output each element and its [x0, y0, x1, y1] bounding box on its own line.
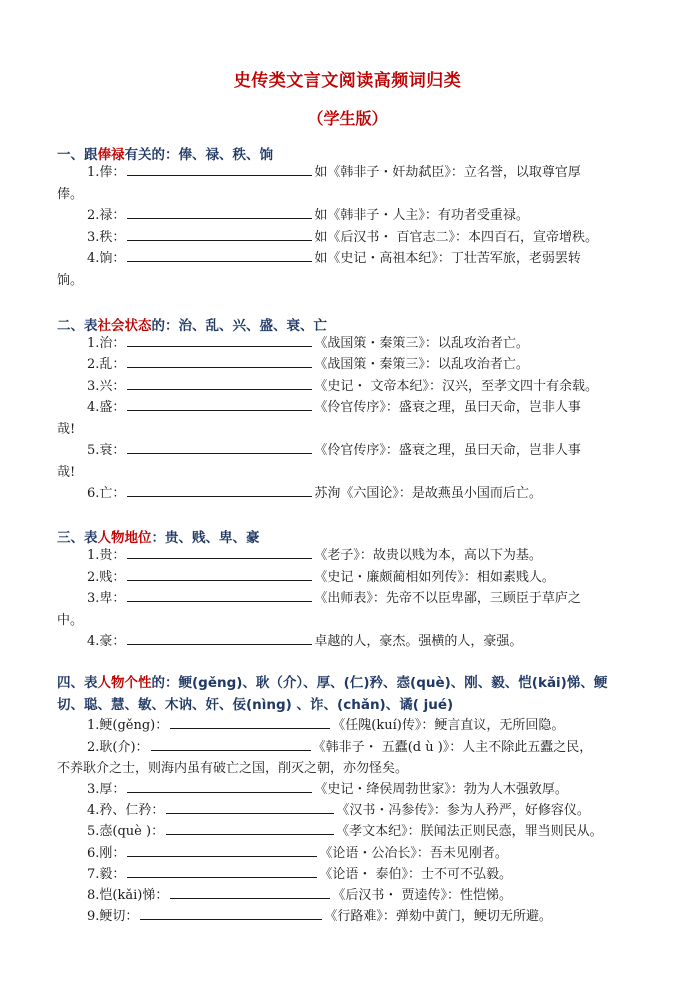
answer-blank[interactable] [127, 631, 312, 645]
list-item: 1.鲠(gěng)： 《任隗(kuí)传》：鲠言直议，无所回隐。 [57, 715, 632, 737]
answer-blank[interactable] [127, 205, 312, 219]
list-item: 3.兴： 《史记・ 文帝本纪》：汉兴，至孝文四十有余载。 [57, 376, 632, 398]
answer-blank[interactable] [127, 779, 312, 793]
list-item: 5.悫(què )： 《孝文本纪》：朕闻法正则民悫，罪当则民从。 [57, 821, 632, 843]
answer-blank[interactable] [127, 843, 317, 857]
list-item: 2.禄： 如《韩非子・人主》：有功者受重禄。 [57, 205, 632, 227]
list-item: 2.贱： 《史记・廉颇蔺相如列传》：相如素贱人。 [57, 567, 632, 589]
list-item: 3.卑： 《出师表》：先帝不以臣卑鄙，三顾臣于草庐之 [57, 588, 632, 610]
list-item: 9.鲠切： 《行路难》：弹劾中黄门，鲠切无所避。 [57, 906, 632, 928]
answer-blank[interactable] [127, 440, 312, 454]
answer-blank[interactable] [127, 162, 312, 176]
answer-blank[interactable] [127, 567, 312, 581]
list-item: 8.恺(kǎi)悌： 《后汉书・ 贾逵传》：性恺悌。 [57, 885, 632, 907]
list-item: 5.衰： 《伶官传序》：盛衰之理，虽曰天命，岂非人事 [57, 440, 632, 462]
answer-blank[interactable] [166, 800, 334, 814]
list-item: 2.乱： 《战国策・秦策三》：以乱攻治者亡。 [57, 354, 632, 376]
answer-blank[interactable] [127, 376, 312, 390]
answer-blank[interactable] [166, 821, 334, 835]
list-item-continued: 不养耿介之士，则海内虽有破亡之国，削灭之朝，亦勿怪矣。 [57, 761, 409, 776]
list-item: 1.治： 《战国策・秦策三》：以乱攻治者亡。 [57, 333, 632, 355]
list-item: 3.秩： 如《后汉书・ 百官志二》：本四百石，宣帝增秩。 [57, 227, 632, 249]
page-title: 史传类文言文阅读高频词归类 [233, 71, 462, 91]
answer-blank[interactable] [127, 354, 312, 368]
answer-blank[interactable] [127, 545, 312, 559]
list-item-continued: 哉! [57, 422, 76, 437]
list-item: 4.饷： 如《史记・高祖本纪》：丁壮苦军旅，老弱罢转 [57, 248, 632, 270]
page-subtitle: （学生版） [307, 109, 388, 128]
answer-blank[interactable] [127, 588, 312, 602]
answer-blank[interactable] [127, 227, 312, 241]
section-heading-1: 一、跟俸禄有关的：俸、禄、秩、饷 [57, 147, 273, 163]
list-item: 4.矜、仁矜： 《汉书・冯参传》：参为人矜严，好修容仪。 [57, 800, 632, 822]
list-item: 3.厚： 《史记・绛侯周勃世家》：勃为人木强敦厚。 [57, 779, 632, 801]
answer-blank[interactable] [127, 483, 312, 497]
answer-blank[interactable] [127, 333, 312, 347]
list-item-continued: 哉! [57, 465, 76, 480]
answer-blank[interactable] [151, 737, 311, 751]
list-item-continued: 俸。 [57, 187, 84, 202]
section-heading-3: 三、表人物地位：贵、贱、卑、豪 [57, 530, 260, 546]
list-item: 6.刚： 《论语・公冶长》：吾未见刚者。 [57, 843, 632, 865]
list-item: 1.贵： 《老子》：故贵以贱为本，高以下为基。 [57, 545, 632, 567]
answer-blank[interactable] [170, 715, 330, 729]
list-item: 4.盛： 《伶官传序》：盛衰之理，虽曰天命，岂非人事 [57, 397, 632, 419]
answer-blank[interactable] [140, 906, 322, 920]
answer-blank[interactable] [170, 885, 330, 899]
list-item: 1.俸： 如《韩非子・奸劫弑臣》：立名誉，以取尊官厚 [57, 162, 632, 184]
section-heading-2: 二、表社会状态的：治、乱、兴、盛、衰、亡 [57, 318, 327, 334]
answer-blank[interactable] [127, 864, 317, 878]
section-heading-4: 四、表人物个性的：鲠(gěng)、耿（介）、厚、(仁)矜、悫(què)、刚、毅、恺(kǎi)悌、鲠切、聪、慧、敏、木讷、奸、佞(nìng) 、诈、(chǎn)、谲( jué) [57, 675, 608, 713]
list-item: 6.亡： 苏洵《六国论》：是故燕虽小国而后亡。 [57, 483, 632, 505]
answer-blank[interactable] [127, 397, 312, 411]
list-item: 2.耿(介)： 《韩非子・ 五蠹(d ù )》：人主不除此五蠹之民， [57, 737, 632, 759]
list-item: 7.毅： 《论语・ 泰伯》：士不可不弘毅。 [57, 864, 632, 886]
list-item-continued: 饷。 [57, 273, 84, 288]
answer-blank[interactable] [127, 248, 312, 262]
list-item-continued: 中。 [57, 613, 84, 628]
list-item: 4.豪： 卓越的人，豪杰。强横的人，豪强。 [57, 631, 632, 653]
